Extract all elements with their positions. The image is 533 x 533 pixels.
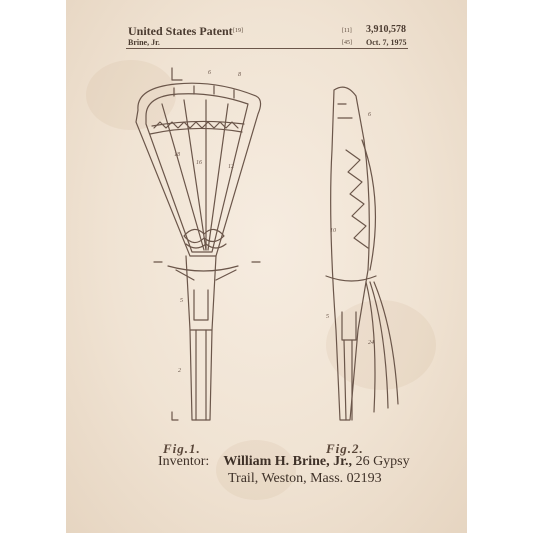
svg-text:12: 12: [228, 164, 234, 170]
inventor-address-2: Trail, Weston, Mass. 02193: [228, 471, 382, 486]
number-code: [11]: [342, 28, 352, 34]
svg-text:5: 5: [326, 314, 329, 320]
svg-text:6: 6: [208, 70, 211, 76]
patent-date: Oct. 7, 1975: [366, 38, 407, 47]
svg-text:5: 5: [180, 298, 183, 304]
svg-text:2: 2: [178, 368, 181, 374]
inventor-short-name: Brine, Jr.: [128, 38, 160, 47]
fig2-label: Fig.2.: [326, 441, 364, 456]
inventor-line-1: [158, 453, 410, 470]
inventor-address-1: 26 Gypsy: [355, 454, 410, 469]
svg-text:24: 24: [368, 340, 374, 346]
inventor-name: William H. Brine, Jr.,: [223, 454, 353, 469]
patent-number: 3,910,578: [366, 24, 406, 35]
fig1-label: Fig.1.: [163, 441, 201, 456]
patent-sheet: [66, 0, 467, 533]
svg-text:18: 18: [174, 152, 180, 158]
fig1-stick-head: [136, 83, 261, 280]
svg-text:6: 6: [368, 112, 371, 118]
svg-text:16: 16: [196, 160, 202, 166]
patent-office-title: United States Patent: [128, 24, 233, 38]
svg-text:10: 10: [330, 228, 336, 234]
inventor-block: [158, 453, 410, 487]
title-code: [19]: [233, 28, 243, 34]
fig2-side-view: [326, 87, 398, 420]
inventor-label: Inventor:: [158, 454, 210, 469]
date-code: [45]: [342, 40, 352, 46]
svg-text:8: 8: [238, 72, 241, 78]
